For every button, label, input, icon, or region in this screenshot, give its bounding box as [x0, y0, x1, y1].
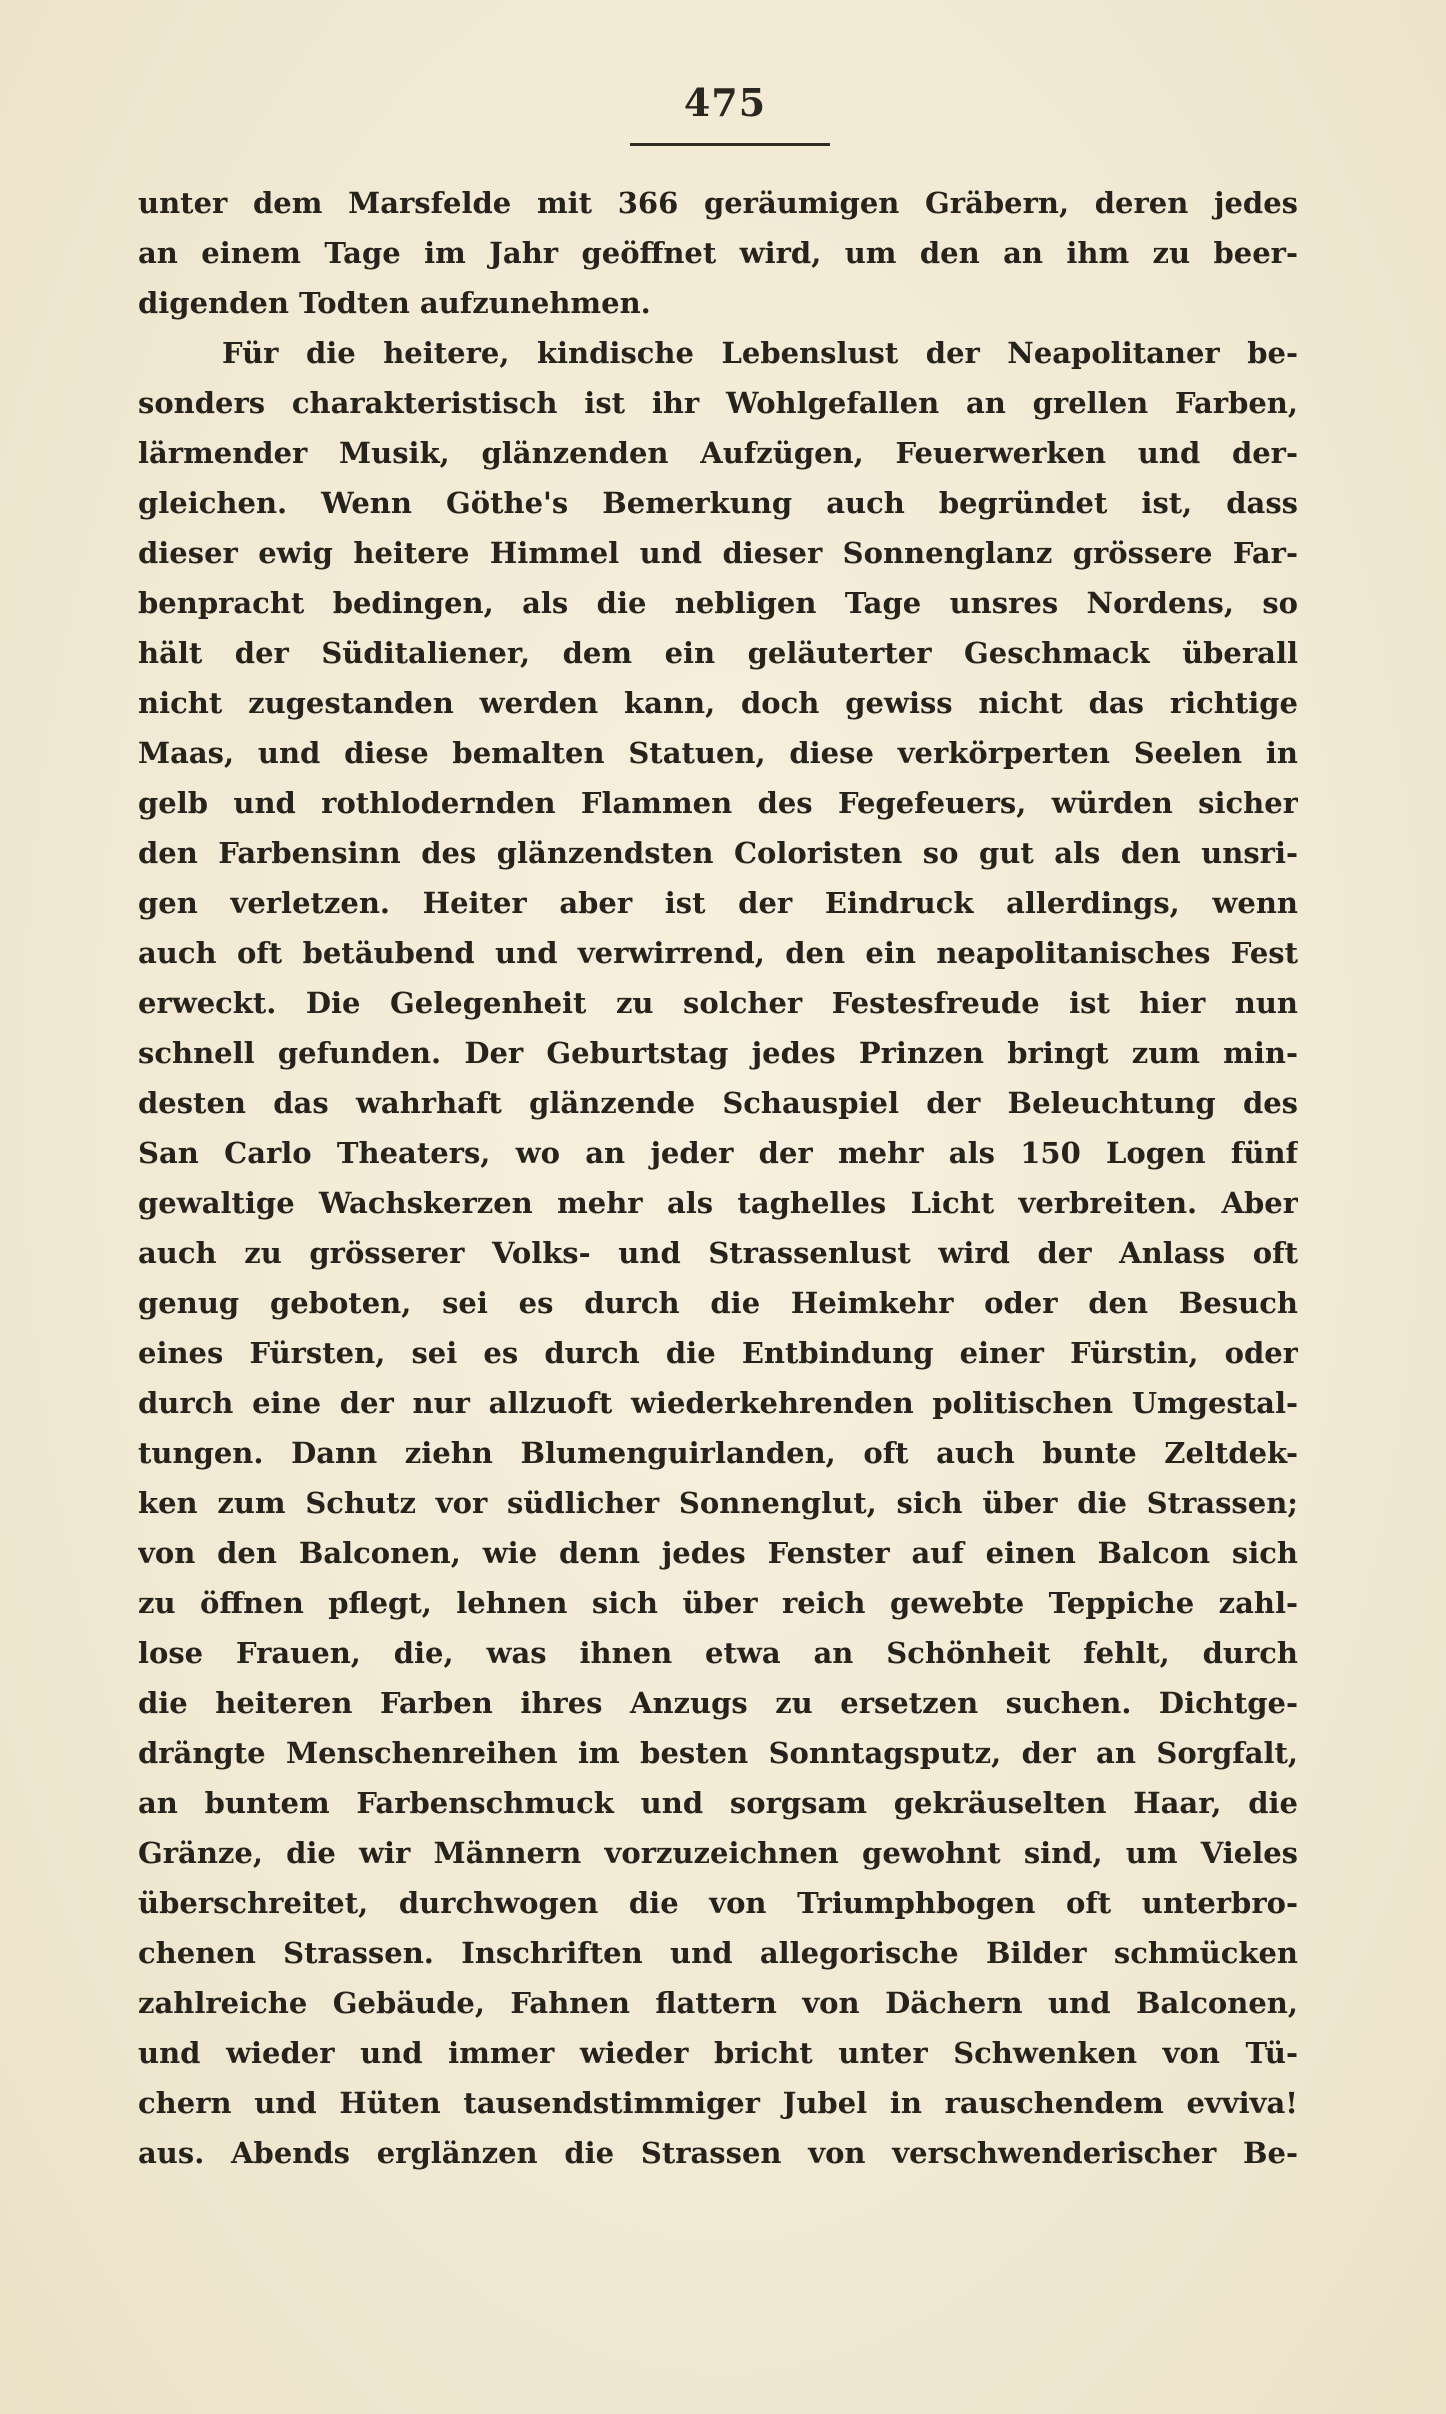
- text-line: hält der Süditaliener, dem ein geläuterter Geschmack überall: [138, 636, 1298, 670]
- text-line: San Carlo Theaters, wo an jeder der mehr als 150 Logen fünf: [138, 1136, 1298, 1170]
- text-line: gelb und rothlodernden Flammen des Fegefeuers, würden sicher: [138, 786, 1298, 820]
- text-line: desten das wahrhaft glänzende Schauspiel der Beleuchtung des: [138, 1086, 1298, 1120]
- text-line: durch eine der nur allzuoft wiederkehrenden politischen Umgestal-: [138, 1386, 1298, 1420]
- text-line: Für die heitere, kindische Lebenslust der Neapolitaner be-: [222, 336, 1298, 370]
- text-line: überschreitet, durchwogen die von Triumphbogen oft unterbro-: [138, 1886, 1298, 1920]
- text-line: drängte Menschenreihen im besten Sonntagsputz, der an Sorgfalt,: [138, 1736, 1298, 1770]
- text-line: dieser ewig heitere Himmel und dieser Sonnenglanz grössere Far-: [138, 536, 1298, 570]
- body-text: [138, 178, 1298, 2178]
- text-line: benpracht bedingen, als die nebligen Tage unsres Nordens, so: [138, 586, 1298, 620]
- text-line: auch oft betäubend und verwirrend, den ein neapolitanisches Fest: [138, 936, 1298, 970]
- text-line: gewaltige Wachskerzen mehr als taghelles Licht verbreiten. Aber: [138, 1186, 1298, 1220]
- text-line: den Farbensinn des glänzendsten Coloristen so gut als den unsri-: [138, 836, 1298, 870]
- text-line: zahlreiche Gebäude, Fahnen flattern von Dächern und Balconen,: [138, 1986, 1298, 2020]
- text-line: genug geboten, sei es durch die Heimkehr oder den Besuch: [138, 1286, 1298, 1320]
- text-line: auch zu grösserer Volks- und Strassenlust wird der Anlass oft: [138, 1236, 1298, 1270]
- text-line: an einem Tage im Jahr geöffnet wird, um den an ihm zu beer-: [138, 236, 1298, 270]
- text-line: sonders charakteristisch ist ihr Wohlgefallen an grellen Farben,: [138, 386, 1298, 420]
- text-line: chern und Hüten tausendstimmiger Jubel in rauschendem evviva!: [138, 2086, 1298, 2120]
- text-line: Maas, und diese bemalten Statuen, diese verkörperten Seelen in: [138, 736, 1298, 770]
- text-line: lose Frauen, die, was ihnen etwa an Schönheit fehlt, durch: [138, 1636, 1298, 1670]
- text-line: die heiteren Farben ihres Anzugs zu ersetzen suchen. Dichtge-: [138, 1686, 1298, 1720]
- text-line: von den Balconen, wie denn jedes Fenster auf einen Balcon sich: [138, 1536, 1298, 1570]
- text-line: eines Fürsten, sei es durch die Entbindung einer Fürstin, oder: [138, 1336, 1298, 1370]
- text-line: gen verletzen. Heiter aber ist der Eindruck allerdings, wenn: [138, 886, 1298, 920]
- text-line: digenden Todten aufzunehmen.: [138, 286, 651, 320]
- text-line: an buntem Farbenschmuck und sorgsam gekräuselten Haar, die: [138, 1786, 1298, 1820]
- text-line: zu öffnen pflegt, lehnen sich über reich gewebte Teppiche zahl-: [138, 1586, 1298, 1620]
- text-line: nicht zugestanden werden kann, doch gewiss nicht das richtige: [138, 686, 1298, 720]
- text-line: und wieder und immer wieder bricht unter Schwenken von Tü-: [138, 2036, 1298, 2070]
- header-rule: [630, 143, 830, 146]
- text-line: ken zum Schutz vor südlicher Sonnenglut, sich über die Strassen;: [138, 1486, 1298, 1520]
- text-line: Gränze, die wir Männern vorzuzeichnen gewohnt sind, um Vieles: [138, 1836, 1298, 1870]
- page-number: 475: [683, 80, 767, 125]
- text-line: lärmender Musik, glänzenden Aufzügen, Feuerwerken und der-: [138, 436, 1298, 470]
- text-line: tungen. Dann ziehn Blumenguirlanden, oft auch bunte Zeltdek-: [138, 1436, 1298, 1470]
- text-line: unter dem Marsfelde mit 366 geräumigen Gräbern, deren jedes: [138, 186, 1298, 220]
- text-line: schnell gefunden. Der Geburtstag jedes Prinzen bringt zum min-: [138, 1036, 1298, 1070]
- text-line: chenen Strassen. Inschriften und allegorische Bilder schmücken: [138, 1936, 1298, 1970]
- text-line: erweckt. Die Gelegenheit zu solcher Festesfreude ist hier nun: [138, 986, 1298, 1020]
- text-line: aus. Abends erglänzen die Strassen von verschwenderischer Be-: [138, 2136, 1298, 2170]
- text-line: gleichen. Wenn Göthe's Bemerkung auch begründet ist, dass: [138, 486, 1298, 520]
